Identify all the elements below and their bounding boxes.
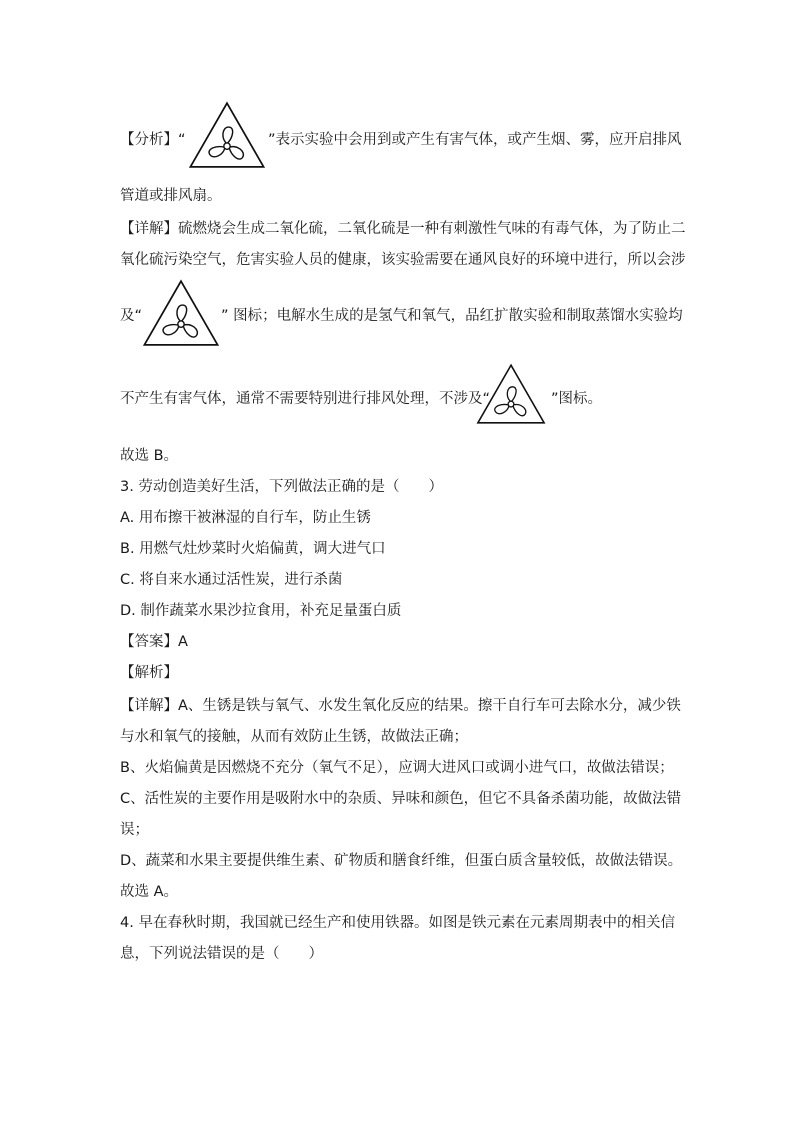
option-d: D. 制作蔬菜水果沙拉食用，补充足量蛋白质 — [120, 603, 402, 619]
detail-line3-prefix: 及“ — [120, 308, 143, 324]
detail-c-line2: 误； — [120, 822, 149, 838]
detail-line4-prefix: 不产生有害气体，通常不需要特别进行排风处理，不涉及“ — [120, 391, 491, 407]
answer: 【答案】A — [120, 634, 188, 650]
exhaust-fan-icon — [140, 278, 222, 348]
exhaust-fan-icon — [186, 100, 268, 170]
detail-line2: 氧化硫污染空气，危害实验人员的健康，该实验需要在通风良好的环境中进行，所以会涉 — [120, 252, 686, 268]
question-3-stem: 3. 劳动创造美好生活，下列做法正确的是（ ） — [120, 479, 443, 495]
detail-c-line1: C、活性炭的主要作用是吸附水中的杂质、异味和颜色，但它不具备杀菌功能，故做法错 — [120, 791, 682, 807]
question-4-line1: 4. 早在春秋时期，我国就已经生产和使用铁器。如图是铁元素在元素周期表中的相关信 — [120, 915, 675, 931]
conclusion-b: 故选 B。 — [120, 448, 179, 464]
analysis-line2: 管道或排风扇。 — [120, 188, 222, 204]
analysis-suffix: ”表示实验中会用到或产生有害气体，或产生烟、雾，应开启排风 — [268, 132, 682, 148]
detail-a-line2: 与水和氧气的接触，从而有效防止生锈，故做法正确； — [120, 729, 468, 745]
analysis-heading: 【解析】 — [120, 665, 178, 681]
option-a: A. 用布擦干被淋湿的自行车，防止生锈 — [120, 510, 371, 526]
detail-line3-suffix: ” 图标；电解水生成的是氢气和氧气，品红扩散实验和制取蒸馏水实验均 — [221, 308, 683, 324]
detail-a-line1: 【详解】A、生锈是铁与氧气、水发生氧化反应的结果。擦干自行车可去除水分，减少铁 — [120, 698, 681, 714]
conclusion-a: 故选 A。 — [120, 884, 179, 900]
option-c: C. 将自来水通过活性炭，进行杀菌 — [120, 572, 343, 588]
detail-d: D、蔬菜和水果主要提供维生素、矿物质和膳食纤维，但蛋白质含量较低，故做法错误。 — [120, 853, 683, 869]
exhaust-fan-icon — [475, 362, 547, 426]
option-b: B. 用燃气灶炒菜时火焰偏黄，调大进气口 — [120, 541, 386, 557]
detail-b: B、火焰偏黄是因燃烧不充分（氧气不足），应调大进风口或调小进气口，故做法错误； — [120, 760, 674, 776]
analysis-prefix: 【分析】“ — [120, 132, 186, 148]
detail-line1: 【详解】硫燃烧会生成二氧化硫，二氧化硫是一种有刺激性气味的有毒气体，为了防止二 — [120, 221, 686, 237]
detail-line4-suffix: ”图标。 — [551, 391, 603, 407]
question-4-line2: 息，下列说法错误的是（ ） — [120, 946, 323, 962]
